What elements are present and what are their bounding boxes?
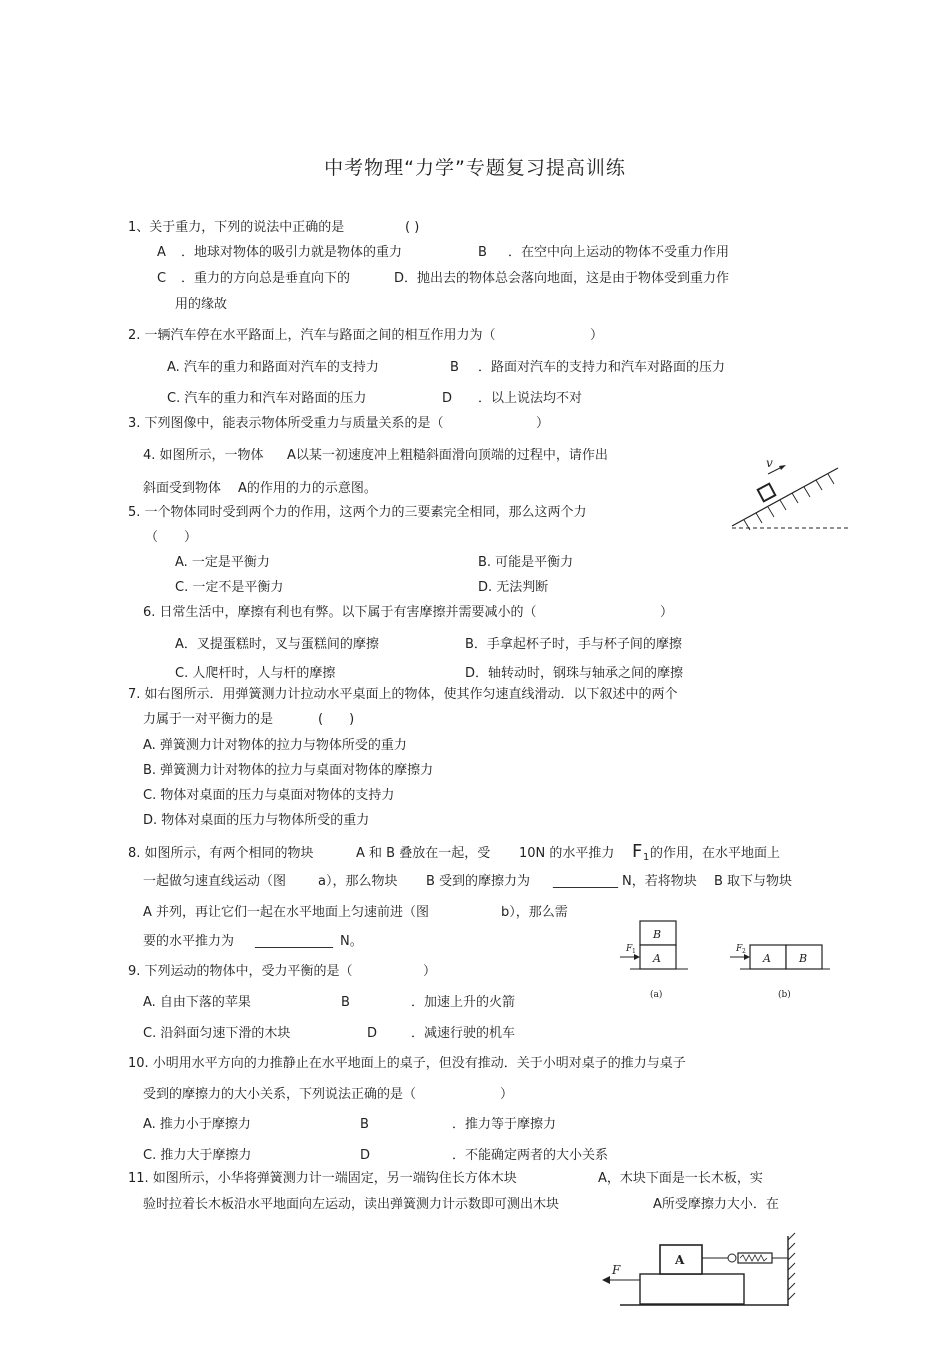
q9-option-b: ．加速上升的火箭 (411, 995, 516, 1010)
q11-line1-b: A，木块下面是一长木板，实 (598, 1171, 763, 1186)
q6-paren-close: ） (660, 605, 674, 620)
q1-option-b: ．在空中向上运动的物体不受重力作用 (508, 245, 730, 260)
q11-line2-b: A所受摩擦力大小．在 (653, 1197, 779, 1212)
fig-b-block-a-label: A (763, 952, 771, 965)
q5-option-d: D. 无法判断 (478, 580, 549, 595)
q5-option-c: C. 一定不是平衡力 (175, 580, 284, 595)
q8-line2-c: B 受到的摩擦力为 (426, 874, 531, 889)
q9-option-b-letter: B (341, 995, 350, 1010)
q4-line1-end: A以某一初速度冲上粗糙斜面滑向顶端的过程中，请作出 (287, 448, 608, 463)
q11-line2-a: 验时拉着长木板沿水平地面向左运动，读出弹簧测力计示数即可测出木块 (143, 1197, 560, 1212)
fig-a-caption: (a) (650, 990, 663, 1000)
q6-option-a: A．叉提蛋糕时，叉与蛋糕间的摩擦 (175, 637, 379, 652)
q7-option-a: A. 弹簧测力计对物体的拉力与物体所受的重力 (143, 738, 407, 753)
q7-line1: 7. 如右图所示．用弹簧测力计拉动水平桌面上的物体，使其作匀速直线滑动．以下叙述中的两个 (128, 687, 678, 702)
q7-option-b: B. 弹簧测力计对物体的拉力与桌面对物体的摩擦力 (143, 763, 434, 778)
fig-b-force-subscript: 2 (742, 948, 746, 955)
q8-line1-b: A 和 B 叠放在一起，受 (356, 846, 491, 861)
q8-line2-d: N，若将物块 (622, 874, 697, 889)
q4-line2-end: A的作用的力的示意图。 (238, 481, 377, 496)
q2-option-a: A. 汽车的重力和路面对汽车的支持力 (167, 360, 379, 375)
page-title: 中考物理“力学”专题复习提高训练 (324, 157, 626, 179)
q6-option-b: B．手拿起杯子时，手与杯子间的摩擦 (465, 637, 682, 652)
q1-option-a-letter: A (157, 245, 166, 260)
q1-option-a: ．地球对物体的吸引力就是物体的重力 (181, 245, 403, 260)
q10-line1: 10. 小明用水平方向的力推静止在水平地面上的桌子，但没有推动．关于小明对桌子的推力与桌子 (128, 1056, 686, 1071)
block-a-shape (758, 484, 776, 502)
q9-paren-close: ） (423, 964, 437, 979)
q4-line1-start: 4. 如图所示，一物体 (143, 448, 264, 463)
fig-b-caption: (b) (778, 990, 791, 1000)
q10-option-d: ．不能确定两者的大小关系 (452, 1148, 609, 1163)
q8-force-blank: ____________ (255, 934, 333, 949)
q10-option-d-letter: D (360, 1148, 371, 1163)
q7-option-c: C. 物体对桌面的压力与桌面对物体的支持力 (143, 788, 395, 803)
q7-option-d: D. 物体对桌面的压力与物体所受的重力 (143, 813, 370, 828)
q8-line1-c: 10N 的水平推力 (519, 846, 615, 861)
q2-option-d-letter: D (442, 391, 453, 406)
q1-option-c: ．重力的方向总是垂直向下的 (181, 271, 351, 286)
q1-option-d-continued: 用的缘故 (175, 297, 228, 312)
fig-b-force-label: F (736, 944, 743, 954)
q1-option-c-letter: C (157, 271, 167, 286)
q7-line2: 力属于一对平衡力的是 (143, 712, 274, 727)
q5-option-a: A. 一定是平衡力 (175, 555, 270, 570)
q10-option-c: C. 推力大于摩擦力 (143, 1148, 252, 1163)
q8-force-subscript: 1 (643, 852, 650, 863)
q10-line2: 受到的摩擦力的大小关系，下列说法正确的是（ (143, 1087, 417, 1102)
q8-line4-a: 要的水平推力为 (143, 934, 235, 949)
q1-answer-paren: ( ) (405, 220, 420, 235)
q8-line4-b: N。 (340, 934, 363, 949)
q6-option-c: C. 人爬杆时，人与杆的摩擦 (175, 666, 336, 681)
q5-option-b: B. 可能是平衡力 (478, 555, 574, 570)
q6-option-d: D．轴转动时，钢珠与轴承之间的摩擦 (465, 666, 684, 681)
spring-scale-figure (600, 1228, 800, 1310)
q3-stem: 3. 下列图像中，能表示物体所受重力与质量关系的是（ (128, 416, 444, 431)
pull-force-label: F (612, 1263, 621, 1277)
q5-answer-paren: （ ） (145, 530, 198, 545)
fig-b-block-b-label: B (799, 952, 808, 965)
q6-stem: 6. 日常生活中，摩擦有利也有弊。以下属于有害摩擦并需要减小的（ (143, 605, 537, 620)
q9-stem: 9. 下列运动的物体中，受力平衡的是（ (128, 964, 353, 979)
stacked-blocks-figure (620, 915, 835, 1005)
q8-force-symbol: F (632, 841, 643, 862)
q2-option-b-letter: B (450, 360, 459, 375)
q7-answer-paren: ( ) (318, 712, 355, 727)
q10-option-b: ．推力等于摩擦力 (452, 1117, 557, 1132)
q9-option-d: ．减速行驶的机车 (411, 1026, 516, 1041)
q8-line3-b: b），那么需 (501, 905, 568, 920)
q2-option-b: ．路面对汽车的支持力和汽车对路面的压力 (478, 360, 726, 375)
fig-a-block-a-label: A (653, 952, 661, 965)
q8-line3-a: A 并列，再让它们一起在水平地面上匀速前进（图 (143, 905, 430, 920)
q2-option-c: C. 汽车的重力和汽车对路面的压力 (167, 391, 367, 406)
q9-option-a: A. 自由下落的苹果 (143, 995, 251, 1010)
q10-option-b-letter: B (360, 1117, 369, 1132)
fig-a-force-label: F (626, 944, 633, 954)
q10-paren-close: ） (500, 1087, 514, 1102)
velocity-label: v (766, 456, 773, 470)
q11-line1-a: 11. 如图所示，小华将弹簧测力计一端固定，另一端钩住长方体木块 (128, 1171, 517, 1186)
fig-a-force-subscript: 1 (632, 948, 636, 955)
block-a-label: A (675, 1253, 685, 1267)
q8-line2-a: 一起做匀速直线运动（图 (143, 874, 287, 889)
q3-paren-close: ） (536, 416, 550, 431)
q1-stem: 1、关于重力，下列的说法中正确的是 (128, 220, 345, 235)
q8-friction-blank: __________ (553, 874, 618, 889)
q8-line1-a: 8. 如图所示，有两个相同的物块 (128, 846, 314, 861)
q8-line2-b: a），那么物块 (318, 874, 398, 889)
q2-option-d: ．以上说法均不对 (478, 391, 583, 406)
q5-stem: 5. 一个物体同时受到两个力的作用，这两个力的三要素完全相同，那么这两个力 (128, 505, 587, 520)
incline-figure (728, 450, 850, 532)
q8-line2-e: B 取下与物块 (714, 874, 793, 889)
q10-option-a: A. 推力小于摩擦力 (143, 1117, 251, 1132)
q1-option-d: D．抛出去的物体总会落向地面，这是由于物体受到重力作 (394, 271, 730, 286)
q9-option-c: C. 沿斜面匀速下滑的木块 (143, 1026, 291, 1041)
q2-stem: 2. 一辆汽车停在水平路面上，汽车与路面之间的相互作用力为（ (128, 328, 496, 343)
q4-line2-start: 斜面受到物体 (143, 481, 222, 496)
q8-line1-d: 的作用，在水平地面上 (650, 846, 781, 861)
fig-a-block-b-label: B (653, 928, 662, 941)
q1-option-b-letter: B (478, 245, 487, 260)
q2-paren-close: ） (590, 328, 604, 343)
q9-option-d-letter: D (367, 1026, 378, 1041)
